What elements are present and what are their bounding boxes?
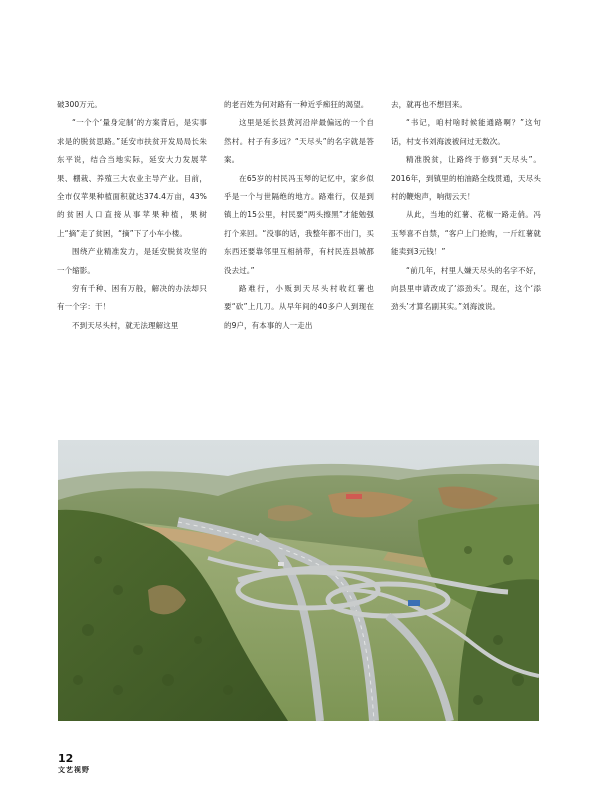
paragraph: 破300万元。 <box>57 100 103 109</box>
paragraph: 精准脱贫，让路终于修到“天尽头”。2016年，到镇里的柏油路全线贯通，天尽头村的鞭炮声，响彻云天！ <box>391 155 541 202</box>
paragraph: 去，就再也不想回来。 <box>391 100 467 109</box>
paragraph: 的老百姓为何对路有一种近乎痴狂的渴望。 <box>224 100 369 109</box>
paragraph: 在65岁的村民冯玉琴的记忆中，家乡似乎是一个与世隔绝的地方。路难行，仅是到镇上的15公里，村民要“两头擦黑”才能勉强打个来回。“没事的话，我整年都不出门，买东西还要靠邻里互相捎带，有村民连县城都没去过。” <box>224 173 374 275</box>
page-number: 12 <box>58 752 74 765</box>
paragraph: “书记，咱村啥时候能通路啊？”这句话，村支书刘海波被问过无数次。 <box>391 118 541 146</box>
paragraph: “前几年，村里人嫌天尽头的名字不好，向县里申请改成了‘添劲头’。现在，这个‘添劲头’才算名副其实。”刘海波说。 <box>391 265 541 312</box>
paragraph: “一个个‘量身定制’的方案背后，是实事求是的脱贫思路。”延安市扶贫开发局局长朱东平说，结合当地实际，延安大力发展苹果、棚栽、养殖三大农业主导产业。目前，全市仅苹果种植面积就达374.4万亩，43%的贫困人口直接从事苹果种植，果树上“摘”走了贫困，“摘”下了小车小楼。 <box>57 118 207 238</box>
aerial-landscape-illustration <box>58 440 539 721</box>
paragraph: 从此，当地的红薯、花椒一路走俏。冯玉琴喜不自禁，“客户上门抢购，一斤红薯就能卖到3元钱！” <box>391 210 541 257</box>
paragraph: 不到天尽头村，就无法理解这里 <box>72 320 179 330</box>
text-column-2 <box>224 96 374 335</box>
text-column-3 <box>391 96 541 317</box>
paragraph: 这里是延长县黄河沿岸最偏远的一个自然村。村子有多远？“天尽头”的名字就是答案。 <box>224 118 374 165</box>
text-column-1 <box>57 96 207 335</box>
paragraph: 穷有千种、困有万般，解决的办法却只有一个字：干！ <box>57 284 207 312</box>
magazine-masthead: 文艺视野 <box>58 765 90 774</box>
paragraph: 路难行，小贩到天尽头村收红薯也要“砍”上几刀。从早年间的40多户人到现在的9户，有本事的人一走出 <box>224 284 374 330</box>
paragraph: 围绕产业精准发力，是延安脱贫攻坚的一个缩影。 <box>57 247 207 275</box>
highway-interchange-photo <box>58 440 539 721</box>
